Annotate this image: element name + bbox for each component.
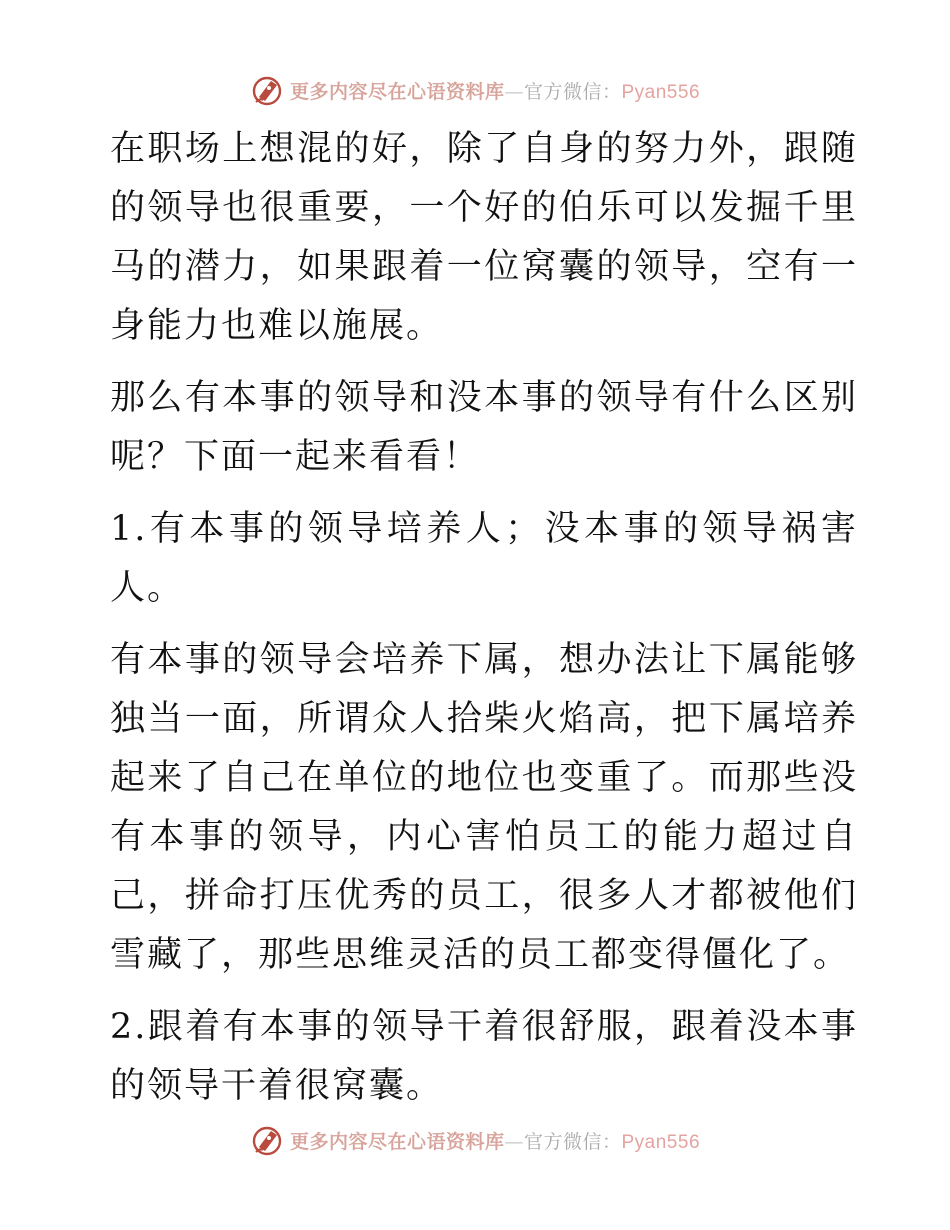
paragraph-question: 那么有本事的领导和没本事的领导有什么区别呢？下面一起来看看！ (110, 378, 858, 477)
watermark-separator: — (504, 80, 524, 103)
watermark-brand: 更多内容尽在心语资料库 (289, 80, 505, 103)
watermark-wechat-label: 官方微信： (523, 1130, 622, 1153)
watermark-header (0, 68, 950, 112)
watermark-separator: — (504, 1130, 524, 1153)
pen-nib-circle-icon (250, 73, 284, 107)
paragraph-intro: 在职场上想混的好，除了自身的努力外，跟随的领导也很重要，一个好的伯乐可以发掘千里马的潜力，如果跟着一位窝囊的领导，空有一身能力也难以施展。 (110, 129, 858, 346)
watermark-wechat-label: 官方微信： (523, 80, 622, 103)
watermark-handle: Pyan556 (621, 81, 701, 103)
section-heading-2: 2.跟着有本事的领导干着很舒服，跟着没本事的领导干着很窝囊。 (110, 1007, 858, 1106)
document-body (98, 120, 858, 1116)
watermark-handle: Pyan556 (621, 1131, 701, 1153)
pen-nib-circle-icon (250, 1123, 284, 1157)
watermark-text (290, 1127, 700, 1154)
watermark-text (290, 77, 700, 104)
section-heading-1: 1.有本事的领导培养人；没本事的领导祸害人。 (110, 509, 858, 608)
watermark-footer (0, 1118, 950, 1162)
paragraph-section-1: 有本事的领导会培养下属，想办法让下属能够独当一面，所谓众人拾柴火焰高，把下属培养起来了自己在单位的地位也变重了。而那些没有本事的领导，内心害怕员工的能力超过自己，拼命打压优秀的员工，很多人才都被他们雪藏了，那些思维灵活的员工都变得僵化了。 (110, 640, 858, 975)
watermark-brand: 更多内容尽在心语资料库 (289, 1130, 505, 1153)
